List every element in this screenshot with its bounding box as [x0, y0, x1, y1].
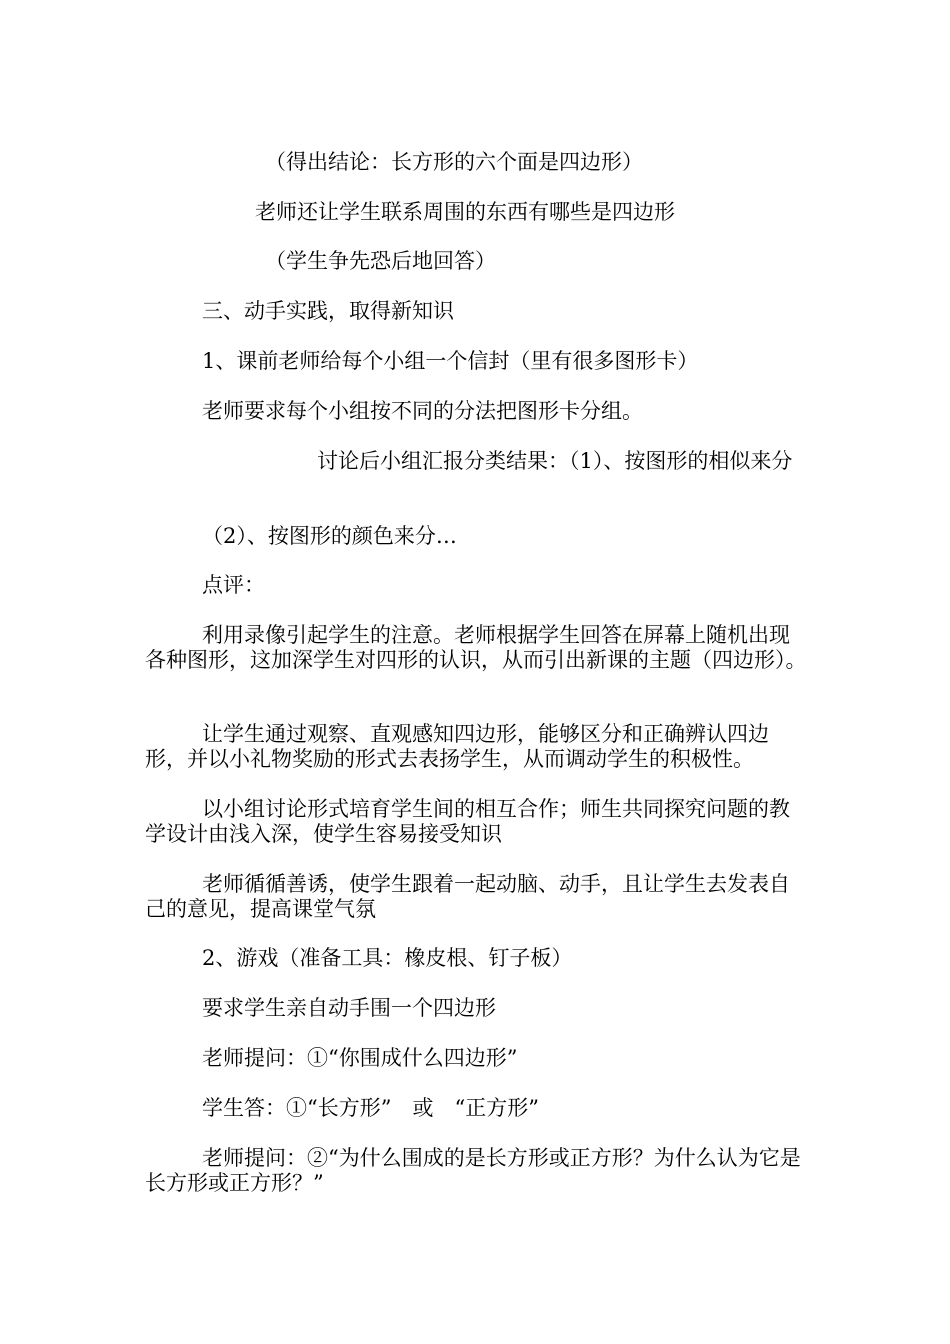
paragraph-step-2-game: 2、游戏（准备工具：橡皮根、钉子板） — [202, 946, 573, 970]
section-heading-3: 三、动手实践，取得新知识 — [202, 299, 454, 323]
paragraph-student-answer-1: 学生答：①“长方形” 或 “正方形” — [202, 1096, 539, 1120]
paragraph-comment-label: 点评： — [202, 573, 265, 597]
paragraph-group-report: 讨论后小组汇报分类结果：（1）、按图形的相似来分 — [317, 449, 793, 473]
paragraph-comment-group-discussion: 以小组讨论形式培育学生间的相互合作；师生共同探究问题的教学设计由浅入深，使学生容易接受知识 — [145, 797, 790, 846]
paragraph-teacher-requirement: 老师要求每个小组按不同的分法把图形卡分组。 — [202, 399, 643, 423]
paragraph-teacher-question-2: 老师提问：②“为什么围成的是长方形或正方形？为什么认为它是长方形或正方形？” — [145, 1146, 801, 1195]
paragraph-step-1: 1、课前老师给每个小组一个信封（里有很多图形卡） — [202, 349, 699, 373]
paragraph-teacher-question-1: 老师提问：①“你围成什么四边形” — [202, 1046, 518, 1070]
paragraph-comment-teacher-guide: 老师循循善诱，使学生跟着一起动脑、动手，且让学生去发表自己的意见，提高课堂气氛 — [145, 872, 790, 921]
paragraph-conclusion: （得出结论：长方形的六个面是四边形） — [265, 150, 643, 174]
paragraph-students-answer: （学生争先恐后地回答） — [265, 249, 496, 273]
paragraph-teacher-ask-surroundings: 老师还让学生联系周围的东西有哪些是四边形 — [255, 200, 675, 224]
paragraph-comment-observe: 让学生通过观察、直观感知四边形，能够区分和正确辨认四边形，并以小礼物奖励的形式去表扬学生，从而调动学生的积极性。 — [145, 722, 769, 771]
paragraph-by-color: （2）、按图形的颜色来分… — [202, 524, 457, 548]
paragraph-students-build: 要求学生亲自动手围一个四边形 — [202, 996, 496, 1020]
paragraph-comment-video: 利用录像引起学生的注意。老师根据学生回答在屏幕上随机出现各种图形，这加深学生对四形的认识，从而引出新课的主题（四边形）。 — [145, 623, 807, 672]
